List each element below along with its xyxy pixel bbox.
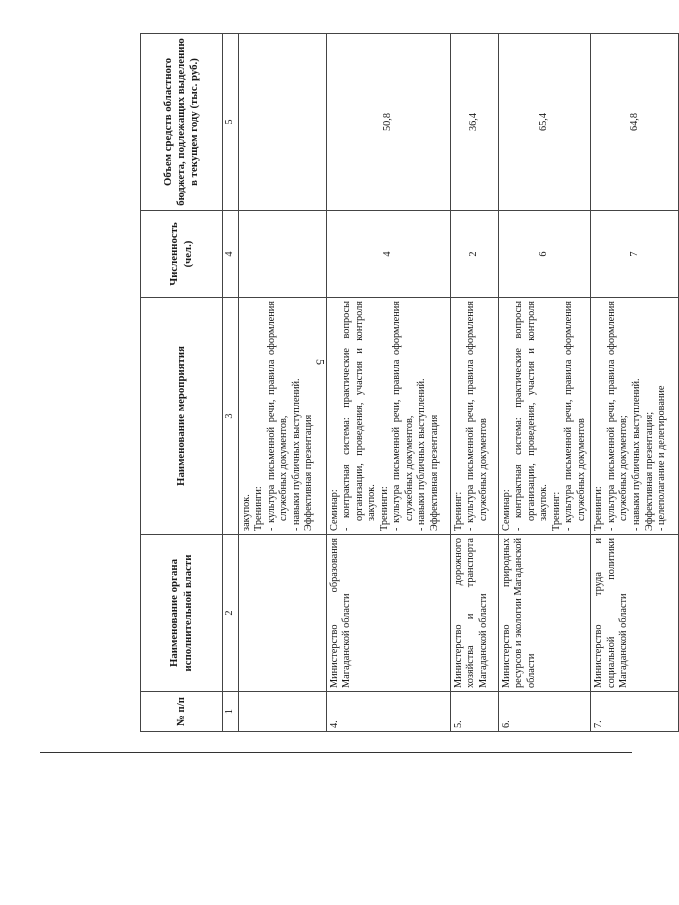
event-line: Семинар: xyxy=(500,489,512,531)
event-line: закупок. xyxy=(240,494,252,531)
event-line: - навыки публичных выступлений. xyxy=(290,378,302,531)
table-row-continued xyxy=(238,34,326,732)
row-number: 6. xyxy=(498,692,591,732)
event-cell xyxy=(450,298,498,535)
budget-amount: 65,4 xyxy=(498,34,591,211)
budget-amount: 50,8 xyxy=(326,34,450,211)
participant-count: 6 xyxy=(498,211,591,298)
event-line: - культура письменной речи, правила оформления служебных документов, xyxy=(391,301,415,531)
table-row xyxy=(326,34,450,732)
event-cell xyxy=(238,298,326,535)
event-line: Семинар: xyxy=(328,489,340,531)
event-line: Тренинг: xyxy=(550,491,562,531)
events-table xyxy=(140,33,679,732)
participant-count: 2 xyxy=(450,211,498,298)
event-line: Тренинг: xyxy=(452,491,464,531)
row-number: 5. xyxy=(450,692,498,732)
budget-amount: 64,8 xyxy=(591,34,679,211)
event-cell xyxy=(498,298,591,535)
table-row xyxy=(498,34,591,732)
budget-amount: 36,4 xyxy=(450,34,498,211)
event-line: - культура письменной речи, правила оформления служебных документов, xyxy=(265,301,290,531)
event-line: - культура письменной речи, правила оформления служебных документов xyxy=(563,301,587,531)
column-numbers-row xyxy=(223,34,239,732)
separator-line xyxy=(40,752,632,753)
header-authority: Наименование органа исполнительной власти xyxy=(141,535,223,692)
event-line: - культура письменной речи, правила оформления служебных документов xyxy=(465,301,489,531)
rotated-table-container xyxy=(140,34,668,732)
column-number: 3 xyxy=(223,298,239,535)
participant-count: 7 xyxy=(591,211,679,298)
authority-name: Министерство труда и социальной политики Магаданской области xyxy=(591,535,679,692)
authority-name: Министерство дорожного хозяйства и транспорта Магаданской области xyxy=(450,535,498,692)
event-cell xyxy=(591,298,679,535)
event-line: Тренинги: xyxy=(593,486,605,531)
event-line: Эффективная презентация; xyxy=(643,411,655,531)
event-line: - культура письменной речи, правила оформления служебных документов; xyxy=(605,301,630,531)
header-number: № п/п xyxy=(141,692,223,732)
authority-name: Министерство образования Магаданской области xyxy=(326,535,450,692)
column-number: 1 xyxy=(223,692,239,732)
header-event: Наименование мероприятия xyxy=(141,298,223,535)
table-row xyxy=(591,34,679,732)
header-budget: Объем средств областного бюджета, подлежащих выделению в текущем году (тыс. руб.) xyxy=(141,34,223,211)
event-line: - навыки публичных выступлений. xyxy=(631,378,643,531)
event-line: Эффективная презентация xyxy=(428,414,440,531)
event-line: - контрактная система: практические вопросы организации, проведения, участия и контроля закупок. xyxy=(513,301,550,531)
event-line: - целеполагание и делегирование xyxy=(656,385,668,531)
row-number: 7. xyxy=(591,692,679,732)
participant-count: 4 xyxy=(326,211,450,298)
event-line: Тренинги: xyxy=(253,486,265,531)
row-number: 4. xyxy=(326,692,450,732)
event-line: - навыки публичных выступлений. xyxy=(416,378,428,531)
page-number: 5 xyxy=(313,359,328,365)
column-number: 5 xyxy=(223,34,239,211)
header-count: Численность (чел.) xyxy=(141,211,223,298)
event-line: Эффективная презентация xyxy=(303,414,315,531)
table-row xyxy=(450,34,498,732)
column-number: 4 xyxy=(223,211,239,298)
column-number: 2 xyxy=(223,535,239,692)
event-cell xyxy=(326,298,450,535)
authority-name: Министерство природных ресурсов и экологии Магаданской области xyxy=(498,535,591,692)
event-line: Тренинги: xyxy=(378,486,390,531)
event-line: - контрактная система: практические вопросы организации, проведения, участия и контроля закупок. xyxy=(341,301,378,531)
